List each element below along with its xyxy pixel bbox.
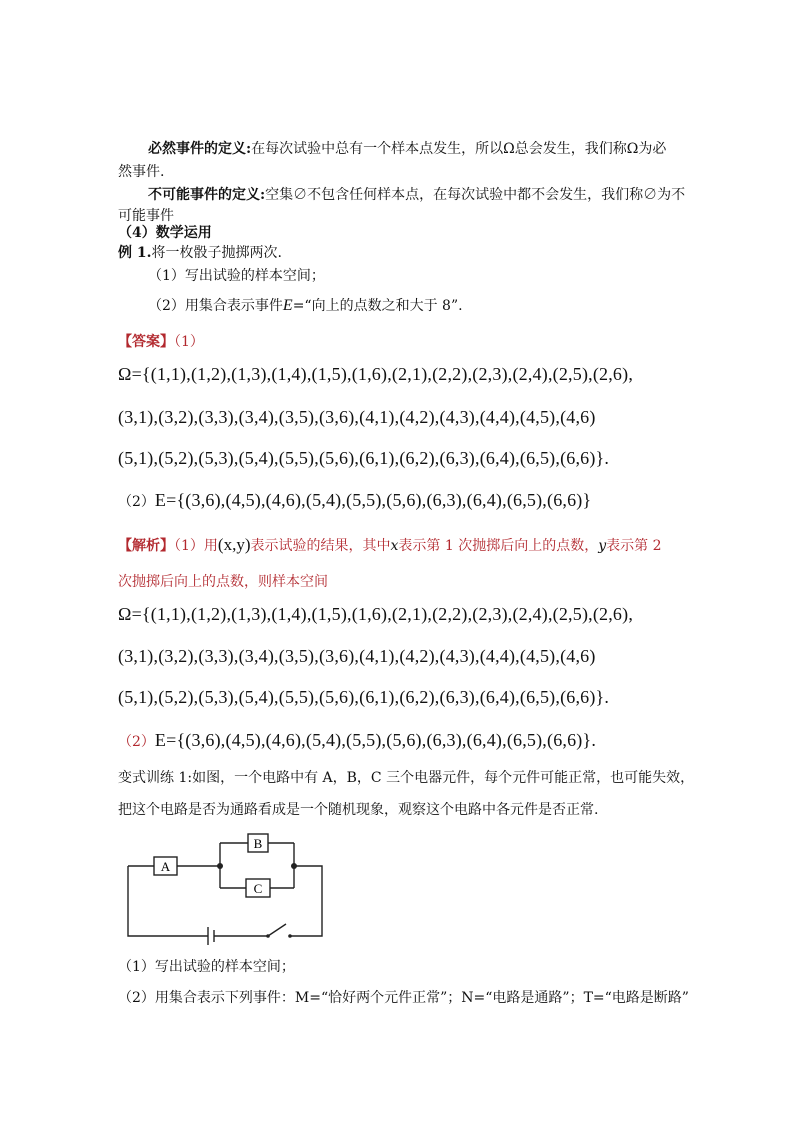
pair-xy: (x,y) xyxy=(217,535,251,554)
answer-omega-line-3: (5,1),(5,2),(5,3),(5,4),(5,5),(5,6),(6,1),(6,2),(6,3),(6,4),(6,5),(6,6)}. xyxy=(118,448,610,468)
analysis-line-2: 次抛掷后向上的点数，则样本空间 xyxy=(118,574,328,590)
analysis-tag: 【解析】 xyxy=(118,538,174,554)
answer-omega-line-1: Ω={(1,1),(1,2),(1,3),(1,4),(1,5),(1,6),(2,1),(2,2),(2,3),(2,4),(2,5),(2,6), xyxy=(118,364,634,384)
component-c-label: C xyxy=(253,881,263,896)
certain-event-definition xyxy=(148,139,666,159)
impossible-event-text: 空集∅不包含任何样本点，在每次试验中都不会发生，我们称∅为不 xyxy=(265,187,686,203)
answer-omega-line-2: (3,1),(3,2),(3,3),(3,4),(3,5),(3,6),(4,1),(4,2),(4,3),(4,4),(4,5),(4,6) xyxy=(118,407,596,427)
answer-tag: 【答案】 xyxy=(118,334,174,350)
component-a-label: A xyxy=(160,859,171,874)
example-question-1: （1）写出试验的样本空间； xyxy=(148,268,325,284)
variant-line-2: 把这个电路是否为通路看成是一个随机现象，观察这个电路中各元件是否正常. xyxy=(118,802,599,818)
answer-header xyxy=(118,332,204,352)
analysis-event-e xyxy=(118,730,596,752)
junction-left xyxy=(217,863,223,869)
event-var-e: E xyxy=(282,297,293,314)
answer-event-e xyxy=(118,490,591,512)
variant-question-1: （1）写出试验的样本空间； xyxy=(118,959,295,975)
certain-event-text: 在每次试验中总有一个样本点发生，所以Ω总会发生，我们称Ω为必 xyxy=(251,141,667,157)
variant-question-2: （2）用集合表示下列事件：M=“恰好两个元件正常”；N=“电路是通路”；T=“电路是断路” xyxy=(118,990,689,1006)
answer-e-set: E={(3,6),(4,5),(4,6),(5,4),(5,5),(5,6),(6,3),(6,4),(6,5),(6,6)} xyxy=(154,490,592,510)
analysis-e-set: E={(3,6),(4,5),(4,6),(5,4),(5,5),(5,6),(6,3),(6,4),(6,5),(6,6)}. xyxy=(154,730,597,750)
certain-event-text-cont: 然事件. xyxy=(118,164,165,180)
circuit-diagram xyxy=(118,826,328,946)
example-1 xyxy=(118,243,282,263)
variant-line-1: 变式训练 1:如图，一个电路中有 A，B，C 三个电器元件，每个元件可能正常，也可能失效， xyxy=(118,770,695,786)
junction-right xyxy=(291,863,297,869)
analysis-part-2: （2） xyxy=(118,734,155,750)
analysis-line-1: 【解析】（1）用(x,y)表示试验的结果，其中x表示第 1 次抛掷后向上的点数，y表示第 2 xyxy=(118,535,662,554)
impossible-event-term: 不可能事件的定义: xyxy=(148,187,266,203)
section-heading: （4）数学运用 xyxy=(118,225,212,241)
analysis-omega-line-1: Ω={(1,1),(1,2),(1,3),(1,4),(1,5),(1,6),(2,1),(2,2),(2,3),(2,4),(2,5),(2,6), xyxy=(118,604,634,624)
answer-part-1: （1） xyxy=(174,334,204,350)
analysis-omega-line-3: (5,1),(5,2),(5,3),(5,4),(5,5),(5,6),(6,1),(6,2),(6,3),(6,4),(6,5),(6,6)}. xyxy=(118,687,610,707)
example-text: 将一枚骰子抛掷两次. xyxy=(151,245,282,261)
impossible-event-definition xyxy=(148,185,685,205)
component-b-label: B xyxy=(253,836,263,851)
example-label: 例 1. xyxy=(118,245,152,261)
example-question-2: （2）用集合表示事件E=“向上的点数之和大于 8”. xyxy=(148,297,463,314)
certain-event-term: 必然事件的定义: xyxy=(148,141,252,157)
answer-part-2: （2） xyxy=(118,494,155,510)
analysis-omega-line-2: (3,1),(3,2),(3,3),(3,4),(3,5),(3,6),(4,1),(4,2),(4,3),(4,4),(4,5),(4,6) xyxy=(118,646,596,666)
impossible-event-text-cont: 可能事件 xyxy=(118,208,174,224)
